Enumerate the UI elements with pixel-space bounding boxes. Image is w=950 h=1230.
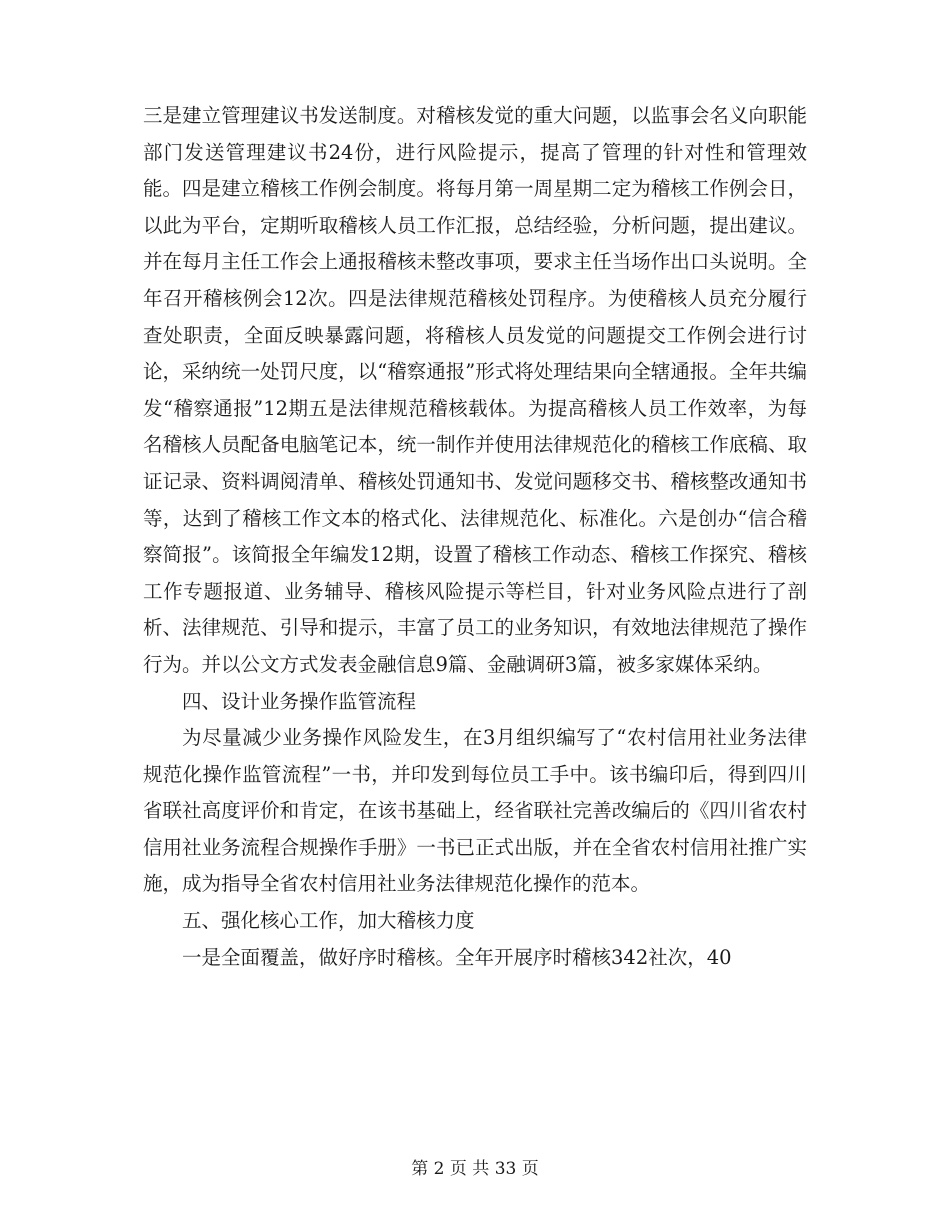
- body-paragraph-3: 一是全面覆盖，做好序时稽核。全年开展序时稽核342社次，40: [182, 945, 732, 969]
- document-body: [143, 98, 807, 976]
- section-heading-5: 五、强化核心工作，加大稽核力度: [182, 909, 475, 933]
- page-number-footer: 第 2 页 共 33 页: [411, 1159, 539, 1179]
- body-paragraph-1: 三是建立管理建议书发送制度。对稽核发觉的重大问题，以监事会名义向职能部门发送管理建议书24份，进行风险提示，提高了管理的针对性和管理效能。四是建立稽核工作例会制度。将每月第一周星期二定为稽核工作例会日，以此为平台，定期听取稽核人员工作汇报，总结经验，分析问题，提出建议。并在每月主任工作会上通报稽核未整改事项，要求主任当场作出口头说明。全年召开稽核例会12次。四是法律规范稽核处罚程序。为使稽核人员充分履行查处职责，全面反映暴露问题，将稽核人员发觉的问题提交工作例会进行讨论，采纳统一处罚尺度，以“稽察通报”形式将处理结果向全辖通报。全年共编发“稽察通报”12期五是法律规范稽核载体。为提高稽核人员工作效率，为每名稽核人员配备电脑笔记本，统一制作并使用法律规范化的稽核工作底稿、取证记录、资料调阅清单、稽核处罚通知书、发觉问题移交书、稽核整改通知书等，达到了稽核工作文本的格式化、法律规范化、标准化。六是创办“信合稽察简报”。该简报全年编发12期，设置了稽核工作动态、稽核工作探究、稽核工作专题报道、业务辅导、稽核风险提示等栏目，针对业务风险点进行了剖析、法律规范、引导和提示，丰富了员工的业务知识，有效地法律规范了操作行为。并以公文方式发表金融信息9篇、金融调研3篇，被多家媒体采纳。: [143, 104, 807, 676]
- body-paragraph-2: 为尽量减少业务操作风险发生，在3月组织编写了“农村信用社业务法律规范化操作监管流程”一书，并印发到每位员工手中。该书编印后，得到四川省联社高度评价和肯定，在该书基础上，经省联社完善改编后的《四川省农村信用社业务流程合规操作手册》一书已正式出版，并在全省农村信用社推广实施，成为指导全省农村信用社业务法律规范化操作的范本。: [143, 726, 807, 896]
- section-heading-4: 四、设计业务操作监管流程: [182, 689, 417, 713]
